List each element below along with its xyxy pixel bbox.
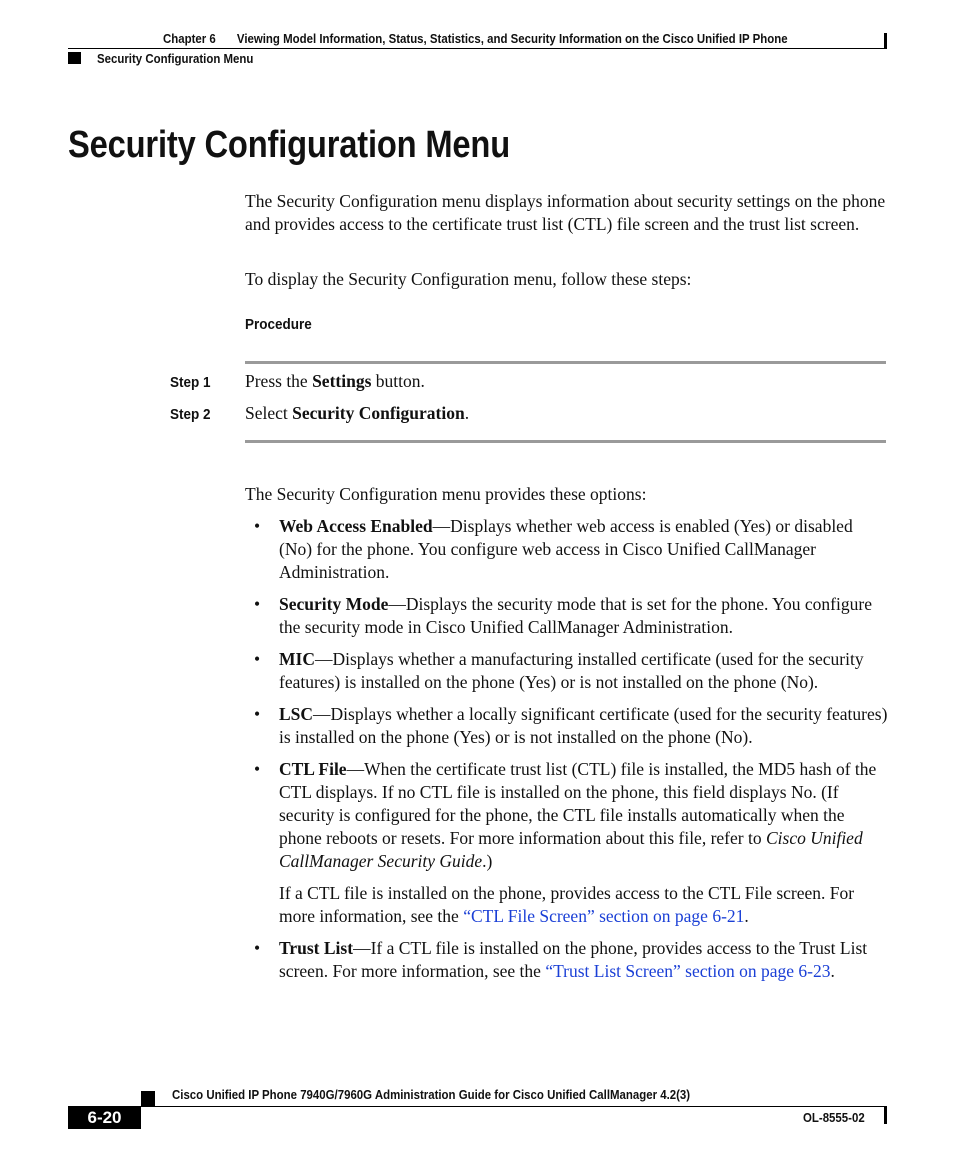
step-2-bold: Security Configuration (292, 403, 465, 423)
list-item (245, 515, 890, 584)
header-marker-block (68, 52, 81, 64)
footer-vertical-bar (884, 1106, 887, 1124)
ctl-file-screen-link[interactable]: “CTL File Screen” section on page 6-21 (463, 906, 745, 926)
option-text-end: . (830, 961, 835, 981)
bullet-icon: • (254, 649, 261, 669)
header-rule (68, 48, 886, 49)
option-term: Web Access Enabled (279, 516, 433, 536)
step-1-bold: Settings (312, 371, 372, 391)
running-header-chapter (163, 31, 788, 46)
footer-guide-title: Cisco Unified IP Phone 7940G/7960G Administration Guide for Cisco Unified CallManager 4.2(3) (172, 1087, 691, 1102)
step-2-label: Step 2 (170, 406, 211, 423)
list-item (245, 593, 890, 639)
list-item (245, 648, 890, 694)
procedure-heading: Procedure (245, 316, 312, 333)
option-text-end: .) (482, 851, 493, 871)
option-term: MIC (279, 649, 315, 669)
option-text: —Displays the security mode that is set for the phone. You configure the security mode in Cisco Unified CallManager Administration. (279, 594, 872, 637)
bullet-icon: • (254, 594, 261, 614)
footer-marker-block (141, 1091, 155, 1106)
option-text: —Displays whether web access is enabled (Yes) or disabled (No) for the phone. You configure web access in Cisco Unified CallManager Administration. (279, 516, 853, 582)
step-2-post: . (464, 403, 470, 423)
option-text: —Displays whether a manufacturing installed certificate (used for the security features) is installed on the phone (Yes) or is not installed on the phone (No). (279, 649, 864, 692)
document-number: OL-8555-02 (803, 1110, 865, 1125)
intro-paragraph-1: The Security Configuration menu displays information about security settings on the phone and provides access to the certificate trust list (CTL) file screen and the trust list screen. (245, 191, 886, 234)
step-1-pre: Press the (245, 371, 313, 391)
bullet-icon: • (254, 516, 261, 536)
option-text: —If a CTL file is installed on the phone, provides access to the Trust List screen. For more information, see the (279, 938, 868, 981)
bullet-icon: • (254, 704, 261, 724)
option-term: Security Mode (279, 594, 389, 614)
trust-list-screen-link[interactable]: “Trust List Screen” section on page 6-23 (545, 961, 831, 981)
options-list (245, 515, 890, 992)
procedure-bottom-rule (245, 440, 886, 443)
procedure-top-rule (245, 361, 886, 364)
option-term: LSC (279, 704, 314, 724)
option-extra-post: . (744, 906, 749, 926)
step-1-text (245, 371, 425, 392)
header-vertical-bar (884, 33, 887, 49)
option-text: —Displays whether a locally significant certificate (used for the security features) is installed on the phone (Yes) or is not installed on the phone (No). (279, 704, 888, 747)
option-extra-paragraph (279, 882, 890, 928)
step-2-text (245, 403, 469, 424)
list-item (245, 758, 890, 928)
step-2-pre: Select (245, 403, 293, 423)
option-extra-pre: If a CTL file is installed on the phone, provides access to the CTL File screen. For more information, see the (279, 883, 855, 926)
step-1-post: button. (371, 371, 425, 391)
chapter-label: Chapter 6 (163, 31, 216, 46)
list-item (245, 937, 890, 983)
bullet-icon: • (254, 938, 261, 958)
option-text: —When the certificate trust list (CTL) file is installed, the MD5 hash of the CTL displays. If no CTL file is installed on the phone, this field displays No. (If security is configured for the phone, the CTL file installs automatically when the phone reboots or resets. For more information about this file, refer to (279, 759, 877, 848)
running-header-section: Security Configuration Menu (97, 51, 254, 66)
chapter-title: Viewing Model Information, Status, Statistics, and Security Information on the Cisco Unified IP Phone (236, 31, 788, 46)
step-1-label: Step 1 (170, 374, 211, 391)
page-title: Security Configuration Menu (68, 124, 510, 166)
list-item (245, 703, 890, 749)
options-intro: The Security Configuration menu provides these options: (245, 484, 647, 504)
bullet-icon: • (254, 759, 261, 779)
option-term: Trust List (279, 938, 354, 958)
option-italic-ref: Cisco Unified CallManager Security Guide (279, 828, 863, 871)
page-number: 6-20 (87, 1107, 122, 1127)
option-term: CTL File (279, 759, 347, 779)
intro-paragraph-2: To display the Security Configuration menu, follow these steps: (245, 269, 692, 289)
footer-rule (141, 1106, 887, 1107)
